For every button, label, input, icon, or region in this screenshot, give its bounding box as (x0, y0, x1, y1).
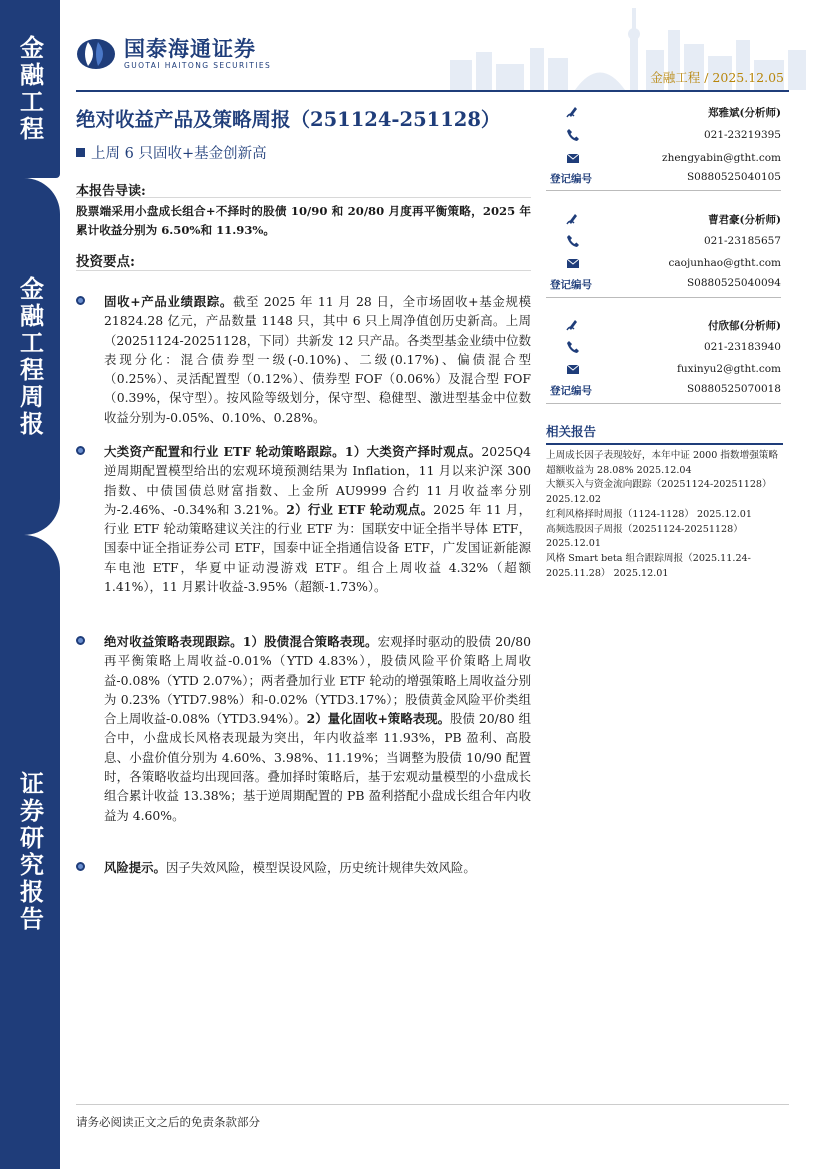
key-point-bold: 绝对收益策略表现跟踪。1）股债混合策略表现。 (104, 634, 378, 649)
square-bullet-icon (76, 148, 85, 157)
analyst-reg-label: 登记编号 (550, 385, 592, 397)
key-point-item (76, 632, 531, 825)
intro-text: 股票端采用小盘成长组合+不择时的股债 10/90 和 20/80 月度再平衡策略，2025 年累计收益分别为 6.50%和 11.93%。 (76, 204, 531, 237)
key-point-text: 因子失效风险，模型误设风险，历史统计规律失效风险。 (165, 860, 476, 875)
analyst-reg-number: S0880525070018 (686, 383, 781, 395)
analyst-name: 郑雅斌(分析师) (708, 107, 781, 119)
key-point-bold: 风险提示。 (104, 860, 166, 875)
logo-text-en: GUOTAI HAITONG SECURITIES (124, 61, 272, 70)
phone-icon (566, 340, 580, 354)
analyst-divider (546, 297, 781, 298)
analyst-name: 曹君豪(分析师) (708, 214, 781, 226)
bullet-dot-icon (76, 636, 85, 645)
analyst-email: caojunhao@gtht.com (668, 257, 781, 269)
bullet-dot-icon (76, 446, 85, 455)
sidebar-block-category (0, 0, 60, 178)
analyst-phone: 021-23185657 (703, 235, 781, 247)
related-report-link[interactable]: 高频选股因子周报（20251124-20251128） 2025.12.01 (546, 523, 743, 550)
key-point-text: 宏观择时驱动的股债 20/80 再平衡策略上周收益-0.01%（YTD 4.83%），股债风险平价策略上周收益-0.08%（YTD 2.07%）；两者叠加行业 ETF 轮动的增强策略上周收益分别为 0.23%（YTD7.98%）和-0.02%（YTD3.17%）；股债黄金风险平价类组合上周收益-0.08%（YTD3.94%）。 (104, 634, 531, 727)
related-report-link[interactable]: 大额买入与资金流向跟踪（20251124-20251128）2025.12.02 (546, 479, 772, 506)
analyst-phone: 021-23219395 (703, 129, 781, 141)
related-reports-heading: 相关报告 (546, 422, 783, 445)
email-icon (566, 362, 580, 376)
key-point-bold: 2）行业 ETF 轮动观点。 (286, 501, 434, 517)
phone-icon (566, 234, 580, 248)
header-divider (76, 90, 789, 92)
logo-text-cn: 国泰海通证券 (124, 37, 256, 61)
footer-disclaimer: 请务必阅读正文之后的免责条款部分 (76, 1115, 260, 1129)
pen-icon (566, 317, 580, 331)
related-report-link[interactable]: 上周成长因子表现较好，本年中证 2000 指数增强策略超额收益为 28.08% 2025.12.04 (546, 450, 778, 476)
analyst-reg-number: S0880525040094 (686, 277, 781, 289)
sidebar-label-type: 金融工程周报 (15, 275, 44, 438)
pen-icon (566, 104, 580, 118)
intro-divider (76, 197, 531, 198)
key-points-heading: 投资要点: (76, 254, 135, 270)
key-point-text: 股债 20/80 组合中，小盘成长风格表现最为突出，年内收益率 11.93%，PB 盈利、高股息、小盘价值分别为 4.60%、3.98%、11.19%；当调整为股债 10/90 配置时，各策略收益均出现回落。叠加择时策略后，基于宏观动量模型的小盘成长组合累计收益 13.38%；基于逆周期配置的 PB 盈利搭配小盘成长组合年内收益为 4.60%。 (104, 711, 531, 823)
analyst-reg-label: 登记编号 (550, 279, 592, 291)
bullet-dot-icon (76, 862, 85, 871)
key-points-divider (76, 270, 531, 271)
email-icon (566, 151, 580, 165)
report-subtitle (76, 142, 267, 163)
key-point-item (76, 858, 531, 877)
key-point-item (76, 292, 531, 427)
bullet-dot-icon (76, 296, 85, 305)
related-report-link[interactable]: 风格 Smart beta 组合跟踪周报（2025.11.24-2025.11.28） 2025.12.01 (546, 552, 751, 579)
key-point-text: 截至 2025 年 11 月 28 日，全市场固收+基金规模 21824.28 亿元，产品数量 1148 只，其中 6 只上周净值创历史新高。上周（20251124-20251128，下同）共新发 12 只产品。各类型基金业绩中位数表现分化：混合债券型一级(-0.10%)、二级(0.17%)、偏债混合型（0.25%）、灵活配置型（0.12%）、债券型 FOF（0.06%）及混合型 FOF（0.39%，保守型）。按风险等级划分，保守型、稳健型、激进型基金中位数收益分别为-0.05%、0.10%、0.28%。 (104, 294, 531, 425)
report-title: 绝对收益产品及策略周报（251124-251128） (76, 108, 501, 131)
sidebar-label-report: 证券研究报告 (15, 771, 44, 933)
pen-icon (566, 211, 580, 225)
sidebar-label-category: 金融工程 (15, 35, 44, 143)
key-point-bold: 大类资产配置和行业 ETF 轮动策略跟踪。1）大类资产择时观点。 (104, 444, 482, 459)
analyst-reg-number: S0880525040105 (686, 171, 781, 183)
analyst-email: fuxinyu2@gtht.com (677, 363, 781, 375)
sidebar-block-type (0, 178, 60, 535)
sidebar-block-report (0, 535, 60, 1169)
footer-divider (76, 1104, 789, 1105)
key-point-item (76, 442, 531, 596)
analyst-phone: 021-23183940 (703, 341, 781, 353)
analyst-name: 付欣郁(分析师) (708, 320, 781, 332)
email-icon (566, 256, 580, 270)
analyst-divider (546, 403, 781, 404)
analyst-divider (546, 190, 781, 191)
intro-heading: 本报告导读: (76, 184, 146, 199)
logo-mark-icon (76, 38, 116, 70)
company-logo (76, 38, 271, 70)
analyst-reg-label: 登记编号 (550, 173, 592, 185)
analyst-email: zhengyabin@gtht.com (662, 152, 781, 164)
key-point-bold: 2）量化固收+策略表现。 (306, 711, 451, 727)
related-reports (546, 422, 783, 581)
key-point-text: 2025 年 11 月，行业 ETF 轮动策略建议关注的行业 ETF 为：国联安中证全指半导体 ETF，国泰中证全指证券公司 ETF，国泰中证全指通信设备 ETF，广发国证新能源车电池 ETF，华夏中证动漫游戏 ETF。组合上周收益 4.32%（超额 1.41%），11 月累计收益-3.95%（超额-1.73%）。 (104, 501, 531, 595)
related-report-link[interactable]: 红利风格择时周报（1124-1128） 2025.12.01 (546, 508, 752, 520)
sidebar (0, 0, 60, 1169)
key-point-text: 2025Q4 逆周期配置模型给出的宏观环境预测结果为 Inflation，11 月以来沪深 300 指数、中债国债总财富指数、上金所 AU9999 合约 11 月收益率分别为-2.46%、-0.34%和 3.21%。 (104, 444, 531, 517)
header-category-date: 金融工程 / 2025.12.05 (650, 70, 784, 85)
report-subtitle-text: 上周 6 只固收+基金创新高 (91, 146, 267, 162)
phone-icon (566, 128, 580, 142)
key-point-bold: 固收+产品业绩跟踪。 (104, 294, 234, 309)
